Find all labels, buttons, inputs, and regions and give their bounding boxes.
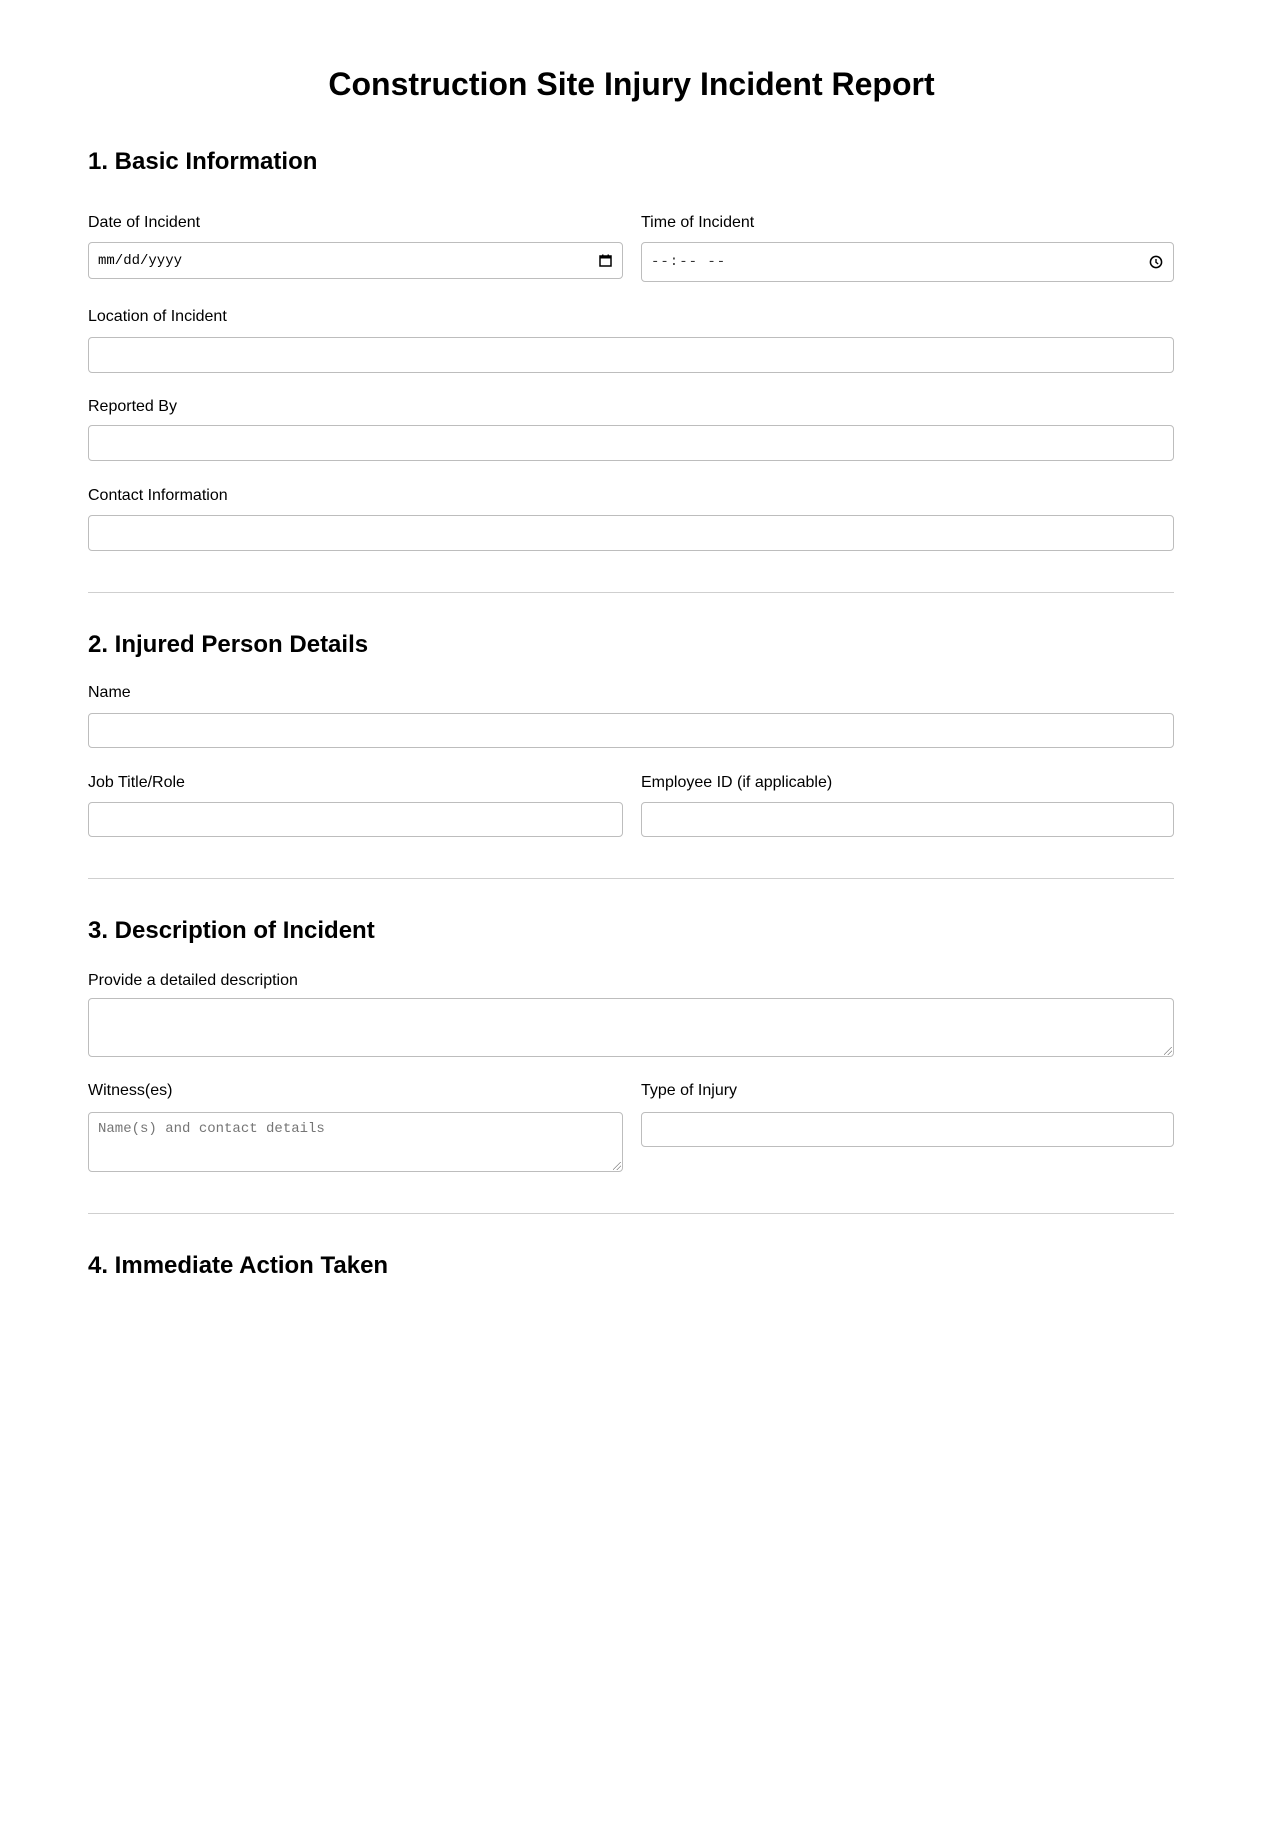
job-title-input[interactable] [88,802,623,837]
contact-information-input[interactable] [88,515,1174,551]
employee-id-input[interactable] [641,802,1174,837]
name-input[interactable] [88,713,1174,748]
contact-information-label: Contact Information [88,487,228,504]
name-label: Name [88,684,131,701]
employee-id-label: Employee ID (if applicable) [641,774,833,791]
location-of-incident-input[interactable] [88,337,1174,373]
description-label: Provide a detailed description [88,972,298,989]
description-textarea[interactable] [88,998,1174,1057]
section-heading-basic-information: 1. Basic Information [88,148,318,175]
witnesses-label: Witness(es) [88,1082,173,1099]
witnesses-textarea-wrapper [88,1112,623,1172]
section-heading-description-of-incident: 3. Description of Incident [88,917,375,944]
page-title: Construction Site Injury Incident Report [328,66,935,102]
date-of-incident-input[interactable] [88,242,623,279]
location-of-incident-label: Location of Incident [88,308,227,325]
time-of-incident-label: Time of Incident [641,214,755,231]
witnesses-textarea[interactable] [88,1112,623,1172]
section-divider [88,592,1174,593]
section-divider [88,878,1174,879]
section-heading-injured-person-details: 2. Injured Person Details [88,631,369,658]
section-heading-immediate-action-taken: 4. Immediate Action Taken [88,1252,389,1279]
date-of-incident-label: Date of Incident [88,214,201,231]
job-title-label: Job Title/Role [88,774,185,791]
time-placeholder: --:-- -- [651,254,727,270]
resize-handle-icon[interactable] [613,1162,621,1170]
clock-icon[interactable] [1148,254,1164,270]
date-placeholder: mm/dd/yyyy [98,252,183,269]
reported-by-label: Reported By [88,398,177,415]
resize-handle-icon[interactable] [1164,1047,1172,1055]
type-of-injury-label: Type of Injury [641,1082,738,1099]
time-of-incident-input[interactable] [641,242,1174,282]
reported-by-input[interactable] [88,425,1174,461]
description-textarea-wrapper [88,998,1174,1057]
calendar-icon[interactable] [597,253,613,269]
section-divider [88,1213,1174,1214]
type-of-injury-input[interactable] [641,1112,1174,1147]
